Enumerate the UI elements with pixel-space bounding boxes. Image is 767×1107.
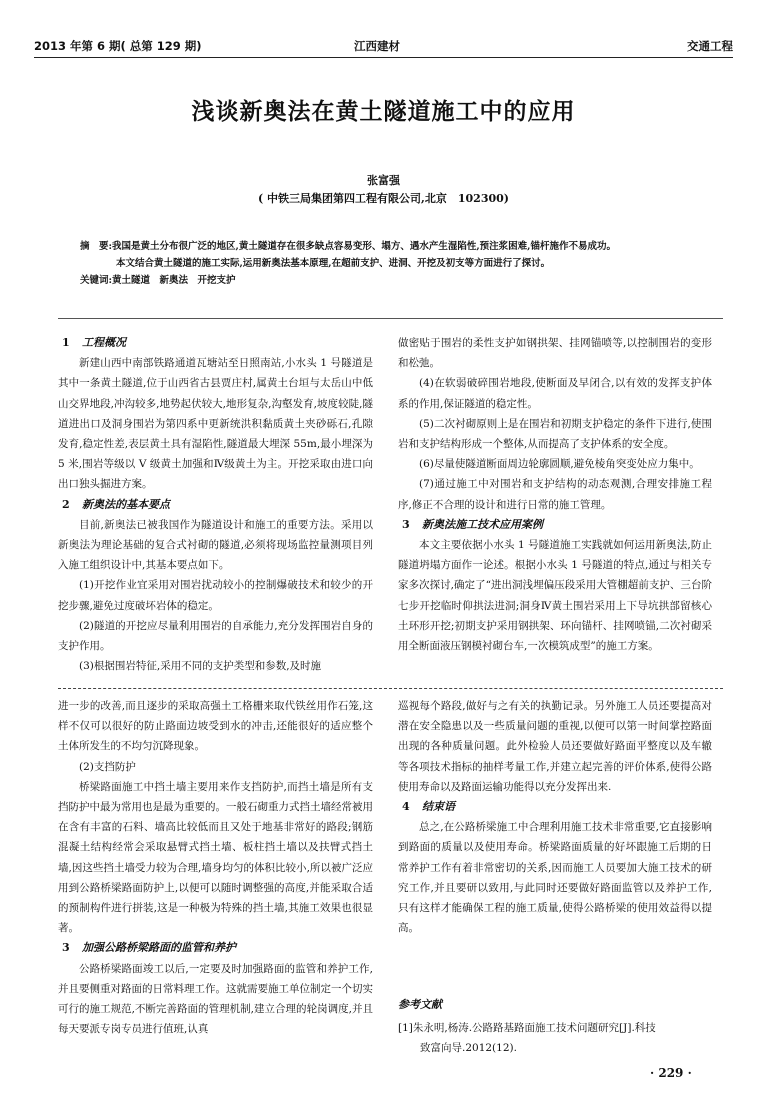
section-heading: 3 加强公路桥梁路面的监管和养护 xyxy=(62,941,236,955)
paragraph: 新建山西中南部铁路通道瓦塘站至日照南站,小水头 1 号隧道是其中一条黄土隧道,位于山西省古县贾庄村,属黄土台垣与太岳山中低山交界地段,冲沟较多,地势起伏较大,地形复杂,沟壑发育,坡度较陡,隧道进出口及洞身围岩为第四系中更新统洪积黏质黄土夹砂砾石,孔隙发育,稳定性差,表层黄土具有湿陷性,隧道最大埋深 55m,最小埋深为 5 米,围岩等级以 V 级黄土加强和Ⅳ级黄土为主。开挖采取由进口向出口独头掘进方案。 xyxy=(58,357,373,491)
column-3 xyxy=(58,696,373,1039)
reference-line: [1]朱永明,杨涛.公路路基路面施工技术问题研究[J].科技 xyxy=(398,1022,656,1034)
section-category: 交通工程 xyxy=(687,39,733,53)
keywords-label: 关键词: xyxy=(80,275,113,286)
section-heading: 3 新奥法施工技术应用案例 xyxy=(402,517,543,531)
paragraph: 巡视每个路段,做好与之有关的执勤记录。另外施工人员还要提高对潜在安全隐患以及一些质量问题的重视,以便可以第一时间掌控路面出现的各种质量问题。此外检验人员还要做好路面平整度以及车辙等各项技术指标的抽样考量工作,并建立起完善的评价体系,使得公路使用寿命以及路面运输功能得以充分发挥出来. xyxy=(398,700,712,793)
journal-name: 江西建材 xyxy=(354,39,400,53)
abstract-text-2: 本文结合黄土隧道的施工实际,运用新奥法基本原理,在超前支护、进洞、开挖及初支等方面进行了探讨。 xyxy=(116,258,551,269)
author: 张富强 xyxy=(367,174,400,187)
paragraph: 进一步的改善,而且逐步的采取高强土工格栅来取代铁丝用作石笼,这样不仅可以很好的防止路面边坡受到水的冲击,还能很好的适应整个土体所发生的不均匀沉降现象。 xyxy=(58,700,373,753)
references-title: 参考文献 xyxy=(398,998,442,1011)
paragraph: 目前,新奥法已被我国作为隧道设计和施工的重要方法。采用以新奥法为理论基础的复合式衬砌的隧道,必须将现场监控量测项目列入施工组织设计中,其基本要点如下。 xyxy=(58,518,373,572)
paragraph: (5)二次衬砌原则上是在围岩和初期支护稳定的条件下进行,使围岩和支护结构形成一个整体,从而提高了支护体系的安全度。 xyxy=(398,417,712,451)
section-heading: 2 新奥法的基本要点 xyxy=(62,497,170,511)
paragraph: 总之,在公路桥梁施工中合理利用施工技术非常重要,它直接影响到路面的质量以及使用寿命。桥梁路面质量的好坏跟施工后期的日常养护工作有着非常密切的关系,因而施工人员要加大施工技术的研究工作,并且要研以致用,与此同时还要做好路面监管以及养护工作,只有这样才能确保工程的施工质量,使得公路桥梁的使用效益得以提高。 xyxy=(398,821,712,935)
article-divider xyxy=(58,688,723,689)
column-2 xyxy=(398,333,712,656)
reference-line: 致富向导.2012(12). xyxy=(420,1042,517,1054)
paragraph: (1)开挖作业宜采用对围岩扰动较小的控制爆破技术和较少的开挖步骤,避免过度破坏岩体的稳定。 xyxy=(58,579,373,612)
reference-item xyxy=(398,1018,712,1058)
paragraph: 做密贴于围岩的柔性支护如钢拱架、挂网锚喷等,以控制围岩的变形和松弛。 xyxy=(398,337,712,370)
abstract-label: 摘 要: xyxy=(80,241,113,252)
page-number: · 229 · xyxy=(650,1066,692,1080)
paragraph: (7)通过施工中对围岩和支护结构的动态观测,合理安排施工程序,修正不合理的设计和进行日常的施工管理。 xyxy=(398,478,712,511)
article-title: 浅谈新奥法在黄土隧道施工中的应用 xyxy=(191,99,576,125)
section-heading: 4 结束语 xyxy=(402,800,455,814)
section-heading: 1 工程概况 xyxy=(62,336,126,349)
column-4 xyxy=(398,696,712,938)
paragraph: 本文主要依据小水头 1 号隧道施工实践就如何运用新奥法,防止隧道坍塌方面作一论述。根据小水头 1 号隧道的特点,通过与相关专家多次探讨,确定了“进出洞浅埋偏压段采用大管棚超前支护、三台阶七步开挖临时仰拱法进洞;洞身Ⅳ黄土围岩采用上下导坑拱部留核心土环形开挖;初期支护采用钢拱架、环向锚杆、挂网喷锚,二次衬砌采用全断面液压钢模衬砌台车,一次模筑成型”的施工方案。 xyxy=(398,539,712,653)
paragraph: (3)根据围岩特征,采用不同的支护类型和参数,及时施 xyxy=(79,660,322,673)
abstract-rule xyxy=(58,318,723,319)
abstract-text-1: 我国是黄土分布很广泛的地区,黄土隧道存在很多缺点容易变形、塌方、遇水产生湿陷性,预注浆困难,锚杆施作不易成功。 xyxy=(112,241,616,252)
paragraph: (2)支挡防护 xyxy=(79,760,136,773)
paragraph: (2)隧道的开挖应尽量利用围岩的自承能力,充分发挥围岩自身的支护作用。 xyxy=(58,619,373,653)
running-header xyxy=(34,38,733,56)
affiliation: ( 中铁三局集团第四工程有限公司,北京 102300) xyxy=(258,192,509,205)
keywords: 黄土隧道 新奥法 开挖支护 xyxy=(112,275,236,286)
paragraph: (4)在软弱破碎围岩地段,使断面及早闭合,以有效的发挥支护体系的作用,保证隧道的稳定性。 xyxy=(398,377,712,410)
paragraph: 桥梁路面施工中挡土墙主要用来作支挡防护,而挡土墙是所有支挡防护中最为常用也是最为重要的。一般石砌重力式挡土墙经常被用在含有丰富的石料、墙高比较低而且又处于地基非常好的路段;钢筋混凝土结构经常会采取悬臂式挡土墙、板柱挡土墙以及扶臂式挡土墙,因这些挡土墙受力较为合理,墙身均匀的体积比较小,所以被广泛应用到公路桥梁路面防护上,以便可以随时调整强的高度,并能采取合适的预制构件进行拼装,这是一种极为特殊的挡土墙,其施工效果也很显著。 xyxy=(58,780,373,935)
paragraph: 公路桥梁路面竣工以后,一定要及时加强路面的监管和养护工作,并且要侧重对路面的日常料理工作。这就需要施工单位制定一个切实可行的施工规范,不断完善路面的管理机制,建立合理的轮岗调度,并且每天要派专岗专员进行值班,认真 xyxy=(58,962,373,1036)
column-1 xyxy=(58,333,373,676)
header-rule xyxy=(34,57,733,58)
abstract-block xyxy=(80,238,710,289)
paragraph: (6)尽量使隧道断面周边轮廓圆顺,避免棱角突变处应力集中。 xyxy=(419,458,700,471)
issue-info: 2013 年第 6 期( 总第 129 期) xyxy=(34,39,202,53)
